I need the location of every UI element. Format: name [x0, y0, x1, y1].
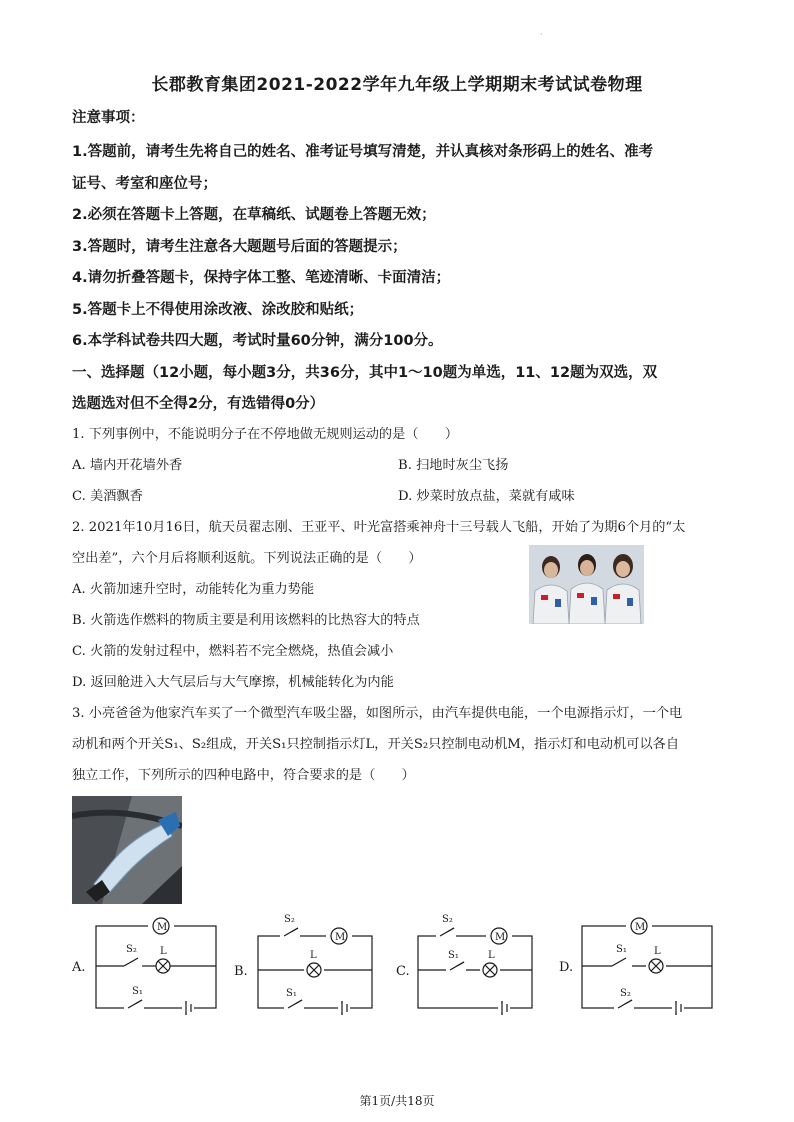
circuit-option-c-label[interactable]: C.: [396, 964, 410, 979]
q2-stem-cont: 空出差”，六个月后将顺利返航。下列说法正确的是（ ）: [72, 551, 422, 566]
s2-label-c: S₂: [442, 914, 453, 925]
q1-option-c[interactable]: C. 美酒飘香: [72, 489, 143, 504]
q3-stem: 3. 小亮爸爸为他家汽车买了一个微型汽车吸尘器，如图所示，由汽车提供电能，一个电源指示灯，一个电: [72, 706, 683, 721]
notice-item-1-cont: 证号、考室和座位号；: [72, 176, 217, 192]
notice-heading: 注意事项：: [72, 110, 145, 126]
top-mark: ·: [540, 30, 543, 39]
q2-option-d[interactable]: D. 返回舱进入大气层后与大气摩擦，机械能转化为内能: [72, 675, 394, 690]
lamp-label-b: L: [310, 950, 317, 961]
section-heading-cont: 选题选对但不全得2分，有选错得0分）: [72, 396, 325, 412]
q1-stem: 1. 下列事例中，不能说明分子在不停地做无规则运动的是（ ）: [72, 427, 459, 442]
notice-item-2: 2.必须在答题卡上答题，在草稿纸、试题卷上答题无效；: [72, 207, 436, 223]
section-heading: 一、选择题（12小题，每小题3分，共36分，其中1～10题为单选，11、12题为双选，双: [72, 365, 658, 381]
notice-item-1: 1.答题前，请考生先将自己的姓名、准考证号填写清楚，并认真核对条形码上的姓名、准考: [72, 144, 654, 160]
s2-label-b: S₂: [284, 914, 295, 925]
astronauts-photo: [529, 545, 644, 624]
motor-label-a: M: [157, 922, 168, 933]
q2-option-a[interactable]: A. 火箭加速升空时，动能转化为重力势能: [72, 582, 315, 597]
motor-label-c: M: [495, 932, 506, 943]
notice-item-3: 3.答题时，请考生注意各大题题号后面的答题提示；: [72, 239, 407, 255]
q3-stem-cont-1: 动机和两个开关S₁、S₂组成，开关S₁只控制指示灯L，开关S₂只控制电动机M，指示灯和电动机可以各自: [72, 737, 680, 752]
q1-option-a[interactable]: A. 墙内开花墙外香: [72, 458, 183, 473]
notice-item-6: 6.本学科试卷共四大题，考试时量60分钟，满分100分。: [72, 333, 443, 349]
lamp-label-a: L: [160, 946, 167, 957]
s1-label-b: S₁: [286, 988, 297, 999]
q2-option-c[interactable]: C. 火箭的发射过程中，燃料若不完全燃烧，热值会减小: [72, 644, 394, 659]
notice-item-4: 4.请勿折叠答题卡，保持字体工整、笔迹清晰、卡面清洁；: [72, 270, 451, 286]
q3-stem-cont-2: 独立工作，下列所示的四种电路中，符合要求的是（ ）: [72, 768, 415, 783]
s1-label-c: S₁: [448, 950, 459, 961]
q2-stem: 2. 2021年10月16日，航天员翟志刚、王亚平、叶光富搭乘神舟十三号载人飞船，开始了为期6个月的“太: [72, 520, 686, 535]
circuit-a[interactable]: [96, 926, 216, 1015]
circuit-option-a-label[interactable]: A.: [72, 960, 86, 975]
notice-item-5: 5.答题卡上不得使用涂改液、涂改胶和贴纸；: [72, 302, 364, 318]
s2-label-d: S₂: [620, 988, 631, 999]
page-title: 长郡教育集团2021-2022学年九年级上学期期末考试试卷物理: [151, 75, 643, 95]
lamp-label-d: L: [654, 946, 661, 957]
q1-option-b[interactable]: B. 扫地时灰尘飞扬: [398, 458, 509, 473]
lamp-label-c: L: [488, 950, 495, 961]
s2-label-a: S₂: [126, 944, 137, 955]
q1-option-d[interactable]: D. 炒菜时放点盐，菜就有咸味: [398, 489, 575, 504]
page-footer: 第1页/共18页: [359, 1094, 435, 1108]
motor-label-d: M: [635, 922, 646, 933]
motor-label-b: M: [335, 932, 346, 943]
circuit-option-d-label[interactable]: D.: [559, 960, 574, 975]
q2-option-b[interactable]: B. 火箭选作燃料的物质主要是利用该燃料的比热容大的特点: [72, 613, 420, 628]
s1-label-a: S₁: [132, 986, 143, 997]
s1-label-d: S₁: [616, 944, 627, 955]
circuit-option-b-label[interactable]: B.: [234, 964, 248, 979]
vacuum-cleaner-photo: [72, 796, 182, 904]
circuit-options: [72, 908, 732, 1018]
circuit-c[interactable]: [418, 928, 532, 1015]
